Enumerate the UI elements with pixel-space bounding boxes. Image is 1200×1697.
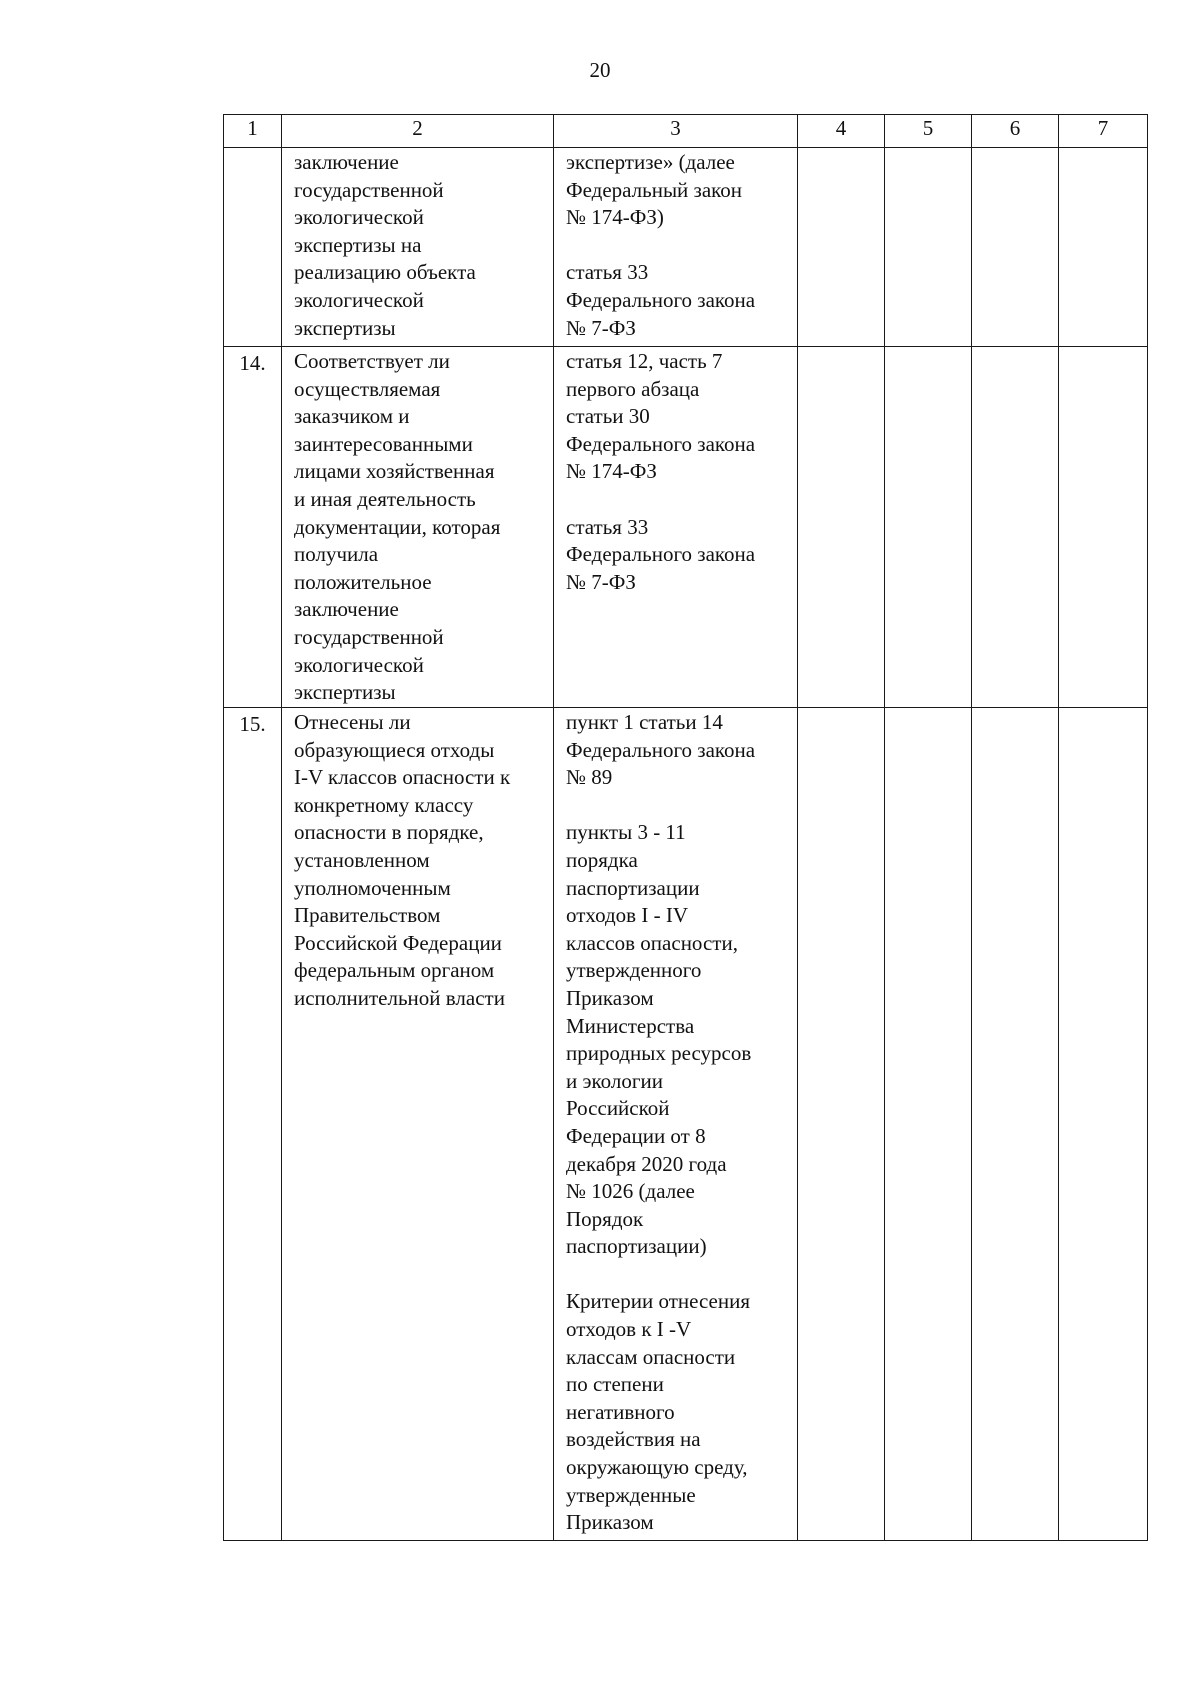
text-line: декабря 2020 года: [566, 1151, 727, 1176]
column-header: 2: [282, 115, 554, 148]
text-line: статья 33: [566, 260, 649, 285]
empty-cell: [1059, 347, 1148, 708]
text-line: и иная деятельность: [294, 486, 476, 511]
text-line: утвержденного: [566, 958, 702, 983]
text-line: № 89: [566, 765, 613, 790]
blank-line: [566, 486, 793, 514]
text-line: по степени: [566, 1372, 664, 1397]
text-line: № 174-ФЗ): [566, 205, 664, 230]
text-line: паспортизации: [566, 875, 700, 900]
text-line: Российской: [566, 1096, 670, 1121]
text-line: экспертизы: [294, 680, 396, 705]
row-number: [224, 148, 282, 347]
text-line: осуществляемая: [294, 376, 441, 401]
question-cell: [282, 148, 554, 347]
header-row: [224, 115, 1148, 148]
text-line: получила: [294, 542, 379, 567]
text-line: заключение: [294, 597, 399, 622]
text-line: экологической: [294, 287, 424, 312]
table-row: [224, 708, 1148, 1541]
text-line: экспертизы на: [294, 232, 422, 257]
text-line: Правительством: [294, 903, 441, 928]
checklist-table: [223, 114, 1148, 1541]
empty-cell: [1059, 148, 1148, 347]
blank-line: [566, 792, 793, 820]
table-row: [224, 347, 1148, 708]
text-line: порядка: [566, 847, 638, 872]
text-line: государственной: [294, 177, 444, 202]
text-line: уполномоченным: [294, 875, 451, 900]
column-header: 1: [224, 115, 282, 148]
blank-line: [566, 232, 793, 260]
legal-basis-cell: [554, 708, 798, 1541]
text-line: пункт 1 статьи 14: [566, 710, 723, 734]
text-line: заказчиком и: [294, 404, 410, 429]
empty-cell: [798, 347, 885, 708]
empty-cell: [798, 148, 885, 347]
legal-basis-cell: [554, 347, 798, 708]
text-line: негативного: [566, 1399, 675, 1424]
text-line: Федерального закона: [566, 431, 756, 456]
text-line: статья 33: [566, 514, 649, 539]
text-line: Федерального закона: [566, 737, 756, 762]
text-line: Соответствует ли: [294, 349, 450, 373]
empty-cell: [885, 347, 972, 708]
text-line: и экологии: [566, 1068, 663, 1093]
text-line: лицами хозяйственная: [294, 459, 495, 484]
text-line: Приказом: [566, 1510, 654, 1535]
text-line: паспортизации): [566, 1234, 707, 1259]
text-line: установленном: [294, 847, 430, 872]
text-line: государственной: [294, 624, 444, 649]
empty-cell: [1059, 708, 1148, 1541]
text-line: Отнесены ли: [294, 710, 411, 734]
table-row: [224, 148, 1148, 347]
text-line: экологической: [294, 652, 424, 677]
text-line: Федерального закона: [566, 542, 756, 567]
empty-cell: [972, 708, 1059, 1541]
text-line: Приказом: [566, 985, 654, 1010]
text-line: первого абзаца: [566, 376, 700, 401]
text-line: № 7-ФЗ: [566, 315, 636, 340]
page-number: 20: [589, 58, 611, 82]
text-line: Федерального закона: [566, 287, 756, 312]
row-number: 14.: [224, 347, 282, 708]
text-line: конкретному классу: [294, 792, 474, 817]
legal-basis-cell: [554, 148, 798, 347]
column-header: 4: [798, 115, 885, 148]
blank-line: [566, 1261, 793, 1289]
text-line: отходов к I -V: [566, 1317, 692, 1342]
text-line: Федерации от 8: [566, 1123, 706, 1148]
empty-cell: [972, 347, 1059, 708]
text-line: Министерства: [566, 1013, 695, 1038]
empty-cell: [885, 708, 972, 1541]
text-line: природных ресурсов: [566, 1041, 752, 1066]
text-line: I-V классов опасности к: [294, 765, 511, 790]
text-line: утвержденные: [566, 1482, 696, 1507]
text-line: № 174-ФЗ: [566, 459, 657, 484]
text-line: статьи 30: [566, 404, 650, 429]
text-line: пункты 3 - 11: [566, 820, 686, 845]
column-header: 7: [1059, 115, 1148, 148]
column-header: 3: [554, 115, 798, 148]
text-line: классов опасности,: [566, 930, 738, 955]
question-cell: [282, 347, 554, 708]
text-line: экспертизе» (далее: [566, 150, 735, 174]
column-header: 5: [885, 115, 972, 148]
text-line: заинтересованными: [294, 431, 473, 456]
text-line: классам опасности: [566, 1344, 736, 1369]
question-cell: [282, 708, 554, 1541]
text-line: окружающую среду,: [566, 1455, 748, 1480]
column-header: 6: [972, 115, 1059, 148]
empty-cell: [885, 148, 972, 347]
row-number: 15.: [224, 708, 282, 1541]
text-line: статья 12, часть 7: [566, 349, 723, 373]
empty-cell: [972, 148, 1059, 347]
text-line: № 1026 (далее: [566, 1179, 695, 1204]
text-line: Критерии отнесения: [566, 1289, 750, 1314]
text-line: экспертизы: [294, 315, 396, 340]
text-line: исполнительной власти: [294, 985, 505, 1010]
table-header: [224, 115, 1148, 148]
text-line: отходов I - IV: [566, 903, 688, 928]
text-line: реализацию объекта: [294, 260, 476, 285]
text-line: заключение: [294, 150, 399, 174]
text-line: опасности в порядке,: [294, 820, 484, 845]
text-line: образующиеся отходы: [294, 737, 495, 762]
text-line: экологической: [294, 205, 424, 230]
text-line: № 7-ФЗ: [566, 569, 636, 594]
text-line: федеральным органом: [294, 958, 495, 983]
text-line: положительное: [294, 569, 432, 594]
text-line: документации, которая: [294, 514, 501, 539]
text-line: Федеральный закон: [566, 177, 743, 202]
empty-cell: [798, 708, 885, 1541]
text-line: Порядок: [566, 1206, 644, 1231]
text-line: Российской Федерации: [294, 930, 502, 955]
text-line: воздействия на: [566, 1427, 701, 1452]
